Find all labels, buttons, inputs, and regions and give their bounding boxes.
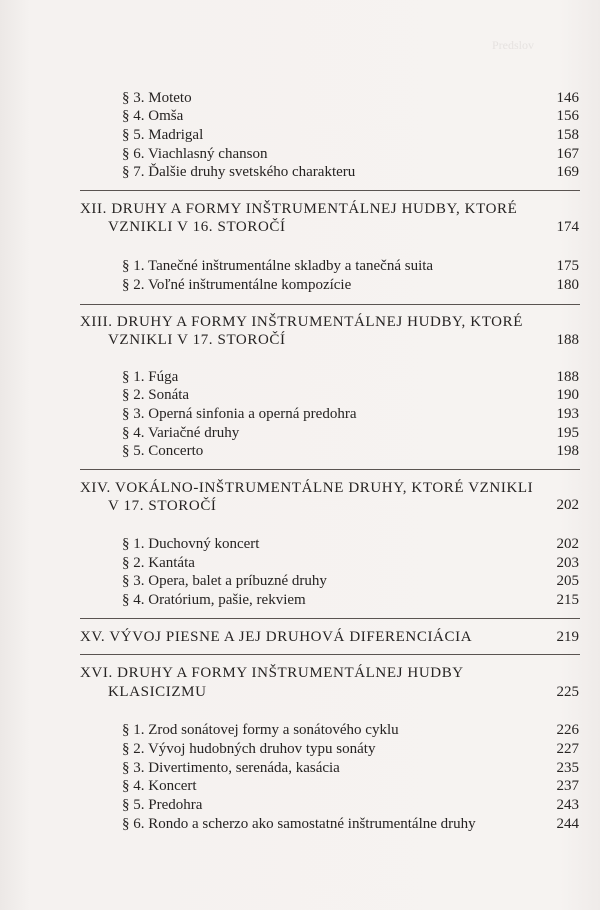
entry-title: § 4. Koncert: [122, 778, 197, 794]
bleed-through-header: Predslov: [492, 38, 534, 52]
entry-title: § 1. Zrod sonátovej formy a sonátového cyklu: [122, 722, 399, 738]
entry-title: § 2. Vývoj hudobných druhov typu sonáty: [122, 741, 376, 757]
entry-title: § 6. Rondo a scherzo ako samostatné inštrumentálne druhy: [122, 816, 476, 832]
section-divider: [80, 654, 580, 655]
entry-title: § 4. Oratórium, pašie, rekviem: [122, 592, 306, 608]
entry-page: 235: [556, 760, 579, 776]
entry-title: § 3. Opera, balet a príbuzné druhy: [122, 573, 327, 589]
chapter-title: XIV. VOKÁLNO-INŠTRUMENTÁLNE DRUHY, KTORÉ VZNIKLI: [80, 480, 534, 496]
entry-page: 237: [556, 778, 579, 794]
section-divider: [80, 190, 580, 191]
entry-page: 190: [556, 387, 579, 403]
chapter-title: KLASICIZMU: [108, 684, 207, 700]
entry-page: 215: [556, 592, 579, 608]
entry-page: 226: [556, 722, 579, 738]
entry-title: § 3. Moteto: [122, 90, 192, 106]
entry-title: § 7. Ďalšie druhy svetského charakteru: [122, 164, 356, 180]
entry-page: 205: [556, 573, 579, 589]
entry-page: 203: [556, 555, 579, 571]
chapter-title: VZNIKLI V 16. STOROČÍ: [108, 219, 286, 235]
chapter-page: 188: [556, 332, 579, 348]
entry-title: § 3. Operná sinfonia a operná predohra: [122, 406, 357, 422]
chapter-title: VZNIKLI V 17. STOROČÍ: [108, 332, 286, 348]
entry-title: § 2. Kantáta: [122, 555, 195, 571]
entry-title: § 4. Omša: [122, 108, 184, 124]
entry-page: 175: [556, 258, 579, 274]
entry-title: § 4. Variačné druhy: [122, 425, 240, 441]
entry-page: 180: [556, 277, 579, 293]
entry-page: 193: [556, 406, 579, 422]
section-divider: [80, 618, 580, 619]
entry-title: § 1. Duchovný koncert: [122, 536, 260, 552]
chapter-title: XII. DRUHY A FORMY INŠTRUMENTÁLNEJ HUDBY, KTORÉ: [80, 201, 518, 217]
section-divider: [80, 304, 580, 305]
entry-page: 198: [556, 443, 579, 459]
entry-page: 243: [556, 797, 579, 813]
chapter-page: 219: [556, 629, 579, 645]
entry-title: § 2. Voľné inštrumentálne kompozície: [122, 277, 352, 293]
entry-page: 146: [556, 90, 579, 106]
chapter-page: 225: [556, 684, 579, 700]
section-divider: [80, 469, 580, 470]
entry-page: 195: [556, 425, 579, 441]
entry-title: § 6. Viachlasný chanson: [122, 146, 268, 162]
entry-title: § 5. Concerto: [122, 443, 204, 459]
chapter-title: XV. VÝVOJ PIESNE A JEJ DRUHOVÁ DIFERENCIÁCIA: [80, 629, 473, 645]
entry-page: 227: [556, 741, 579, 757]
chapter-page: 202: [556, 497, 579, 513]
entry-page: 156: [556, 108, 579, 124]
entry-page: 167: [556, 146, 579, 162]
chapter-page: 174: [556, 219, 579, 235]
entry-page: 158: [556, 127, 579, 143]
chapter-title: XVI. DRUHY A FORMY INŠTRUMENTÁLNEJ HUDBY: [80, 665, 464, 681]
entry-page: 244: [556, 816, 579, 832]
entry-page: 169: [556, 164, 579, 180]
chapter-title: XIII. DRUHY A FORMY INŠTRUMENTÁLNEJ HUDBY, KTORÉ: [80, 314, 523, 330]
entry-page: 188: [556, 369, 579, 385]
entry-title: § 1. Tanečné inštrumentálne skladby a tanečná suita: [122, 258, 434, 274]
entry-title: § 1. Fúga: [122, 369, 179, 385]
entry-title: § 3. Divertimento, serenáda, kasácia: [122, 760, 340, 776]
chapter-title: V 17. STOROČÍ: [108, 498, 217, 514]
entry-page: 202: [556, 536, 579, 552]
entry-title: § 5. Madrigal: [122, 127, 204, 143]
entry-title: § 5. Predohra: [122, 797, 203, 813]
entry-title: § 2. Sonáta: [122, 387, 190, 403]
